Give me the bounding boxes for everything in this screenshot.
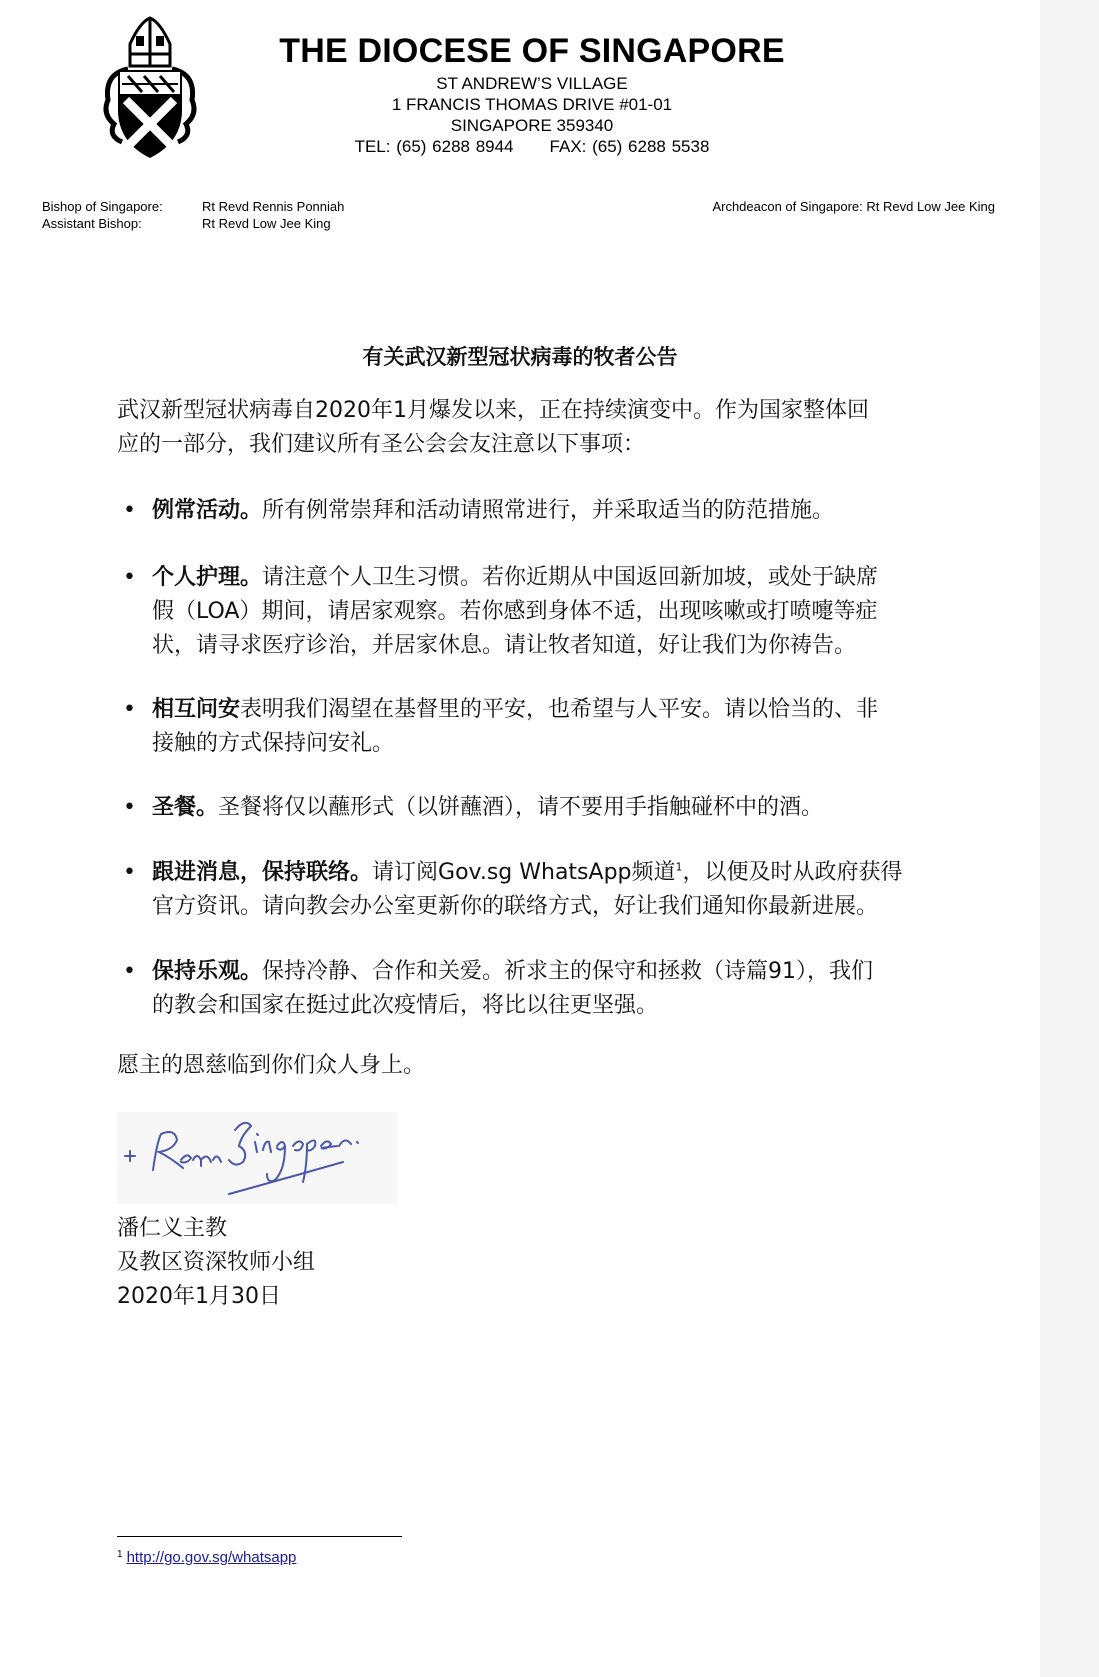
address-line-1: ST ANDREW’S VILLAGE: [436, 74, 628, 93]
bullet-icon: •: [123, 498, 136, 523]
bullet-heading: 相互问安: [152, 697, 241, 722]
telephone: TEL: (65) 6288 8944: [354, 137, 514, 156]
bullet-icon: •: [123, 697, 136, 722]
bullet-text: 接触的方式保持问安礼。: [152, 731, 395, 756]
diocese-crest-logo: [100, 14, 200, 164]
bullet-heading: 保持乐观。: [152, 959, 263, 984]
letter-date: 2020年1月30日: [117, 1284, 281, 1309]
intro-line: 应的一部分，我们建议所有圣公会会友注意以下事项：: [117, 432, 646, 457]
bullet-icon: •: [123, 860, 136, 885]
bullet-text: 圣餐将仅以蘸形式（以饼蘸酒），请不要用手指触碰杯中的酒。: [218, 795, 824, 820]
footnote-divider: [117, 1536, 402, 1537]
signature-image: [117, 1112, 397, 1204]
bullet-text: 状，请寻求医疗诊治，并居家休息。请让牧者知道，好让我们为你祷告。: [152, 633, 857, 658]
handwritten-signature: [117, 1112, 397, 1204]
bullet-icon: •: [123, 565, 136, 590]
bishop-name: Rt Revd Rennis Ponniah: [202, 199, 345, 214]
bullet-text: ，以便及时从政府获得: [682, 860, 903, 885]
bullet-text: 表明我们渴望在基督里的平安，也希望与人平安。请以恰当的、非: [240, 697, 879, 722]
archdeacon: Archdeacon of Singapore: Rt Revd Low Jee King: [712, 199, 995, 214]
bullet-heading: 个人护理。: [152, 565, 263, 590]
address-line-2: 1 FRANCIS THOMAS DRIVE #01-01: [391, 95, 673, 114]
signer-group: 及教区资深牧师小组: [117, 1250, 316, 1275]
bullet-icon: •: [123, 959, 136, 984]
bullet-text: 所有例常崇拜和活动请照常进行，并采取适当的防范措施。: [262, 498, 835, 523]
bullet-text: 请订阅Gov.sg WhatsApp频道: [372, 860, 676, 885]
bullet-text: 官方资讯。请向教会办公室更新你的联络方式，好让我们通知你最新进展。: [152, 894, 879, 919]
bullet-icon: •: [123, 795, 136, 820]
bullet-text: 的教会和国家在挺过此次疫情后，将比以往更坚强。: [152, 993, 659, 1018]
footnote: [117, 1549, 296, 1566]
bullet-heading: 跟进消息，保持联络。: [152, 860, 373, 885]
footnote-mark: 1: [117, 1549, 123, 1560]
assistant-bishop-label: Assistant Bishop:: [42, 216, 142, 231]
bullet-text: 请注意个人卫生习惯。若你近期从中国返回新加坡，或处于缺席: [262, 565, 879, 590]
bullet-text: 保持冷静、合作和关爱。祈求主的保守和拯救（诗篇91），我们: [262, 959, 874, 984]
footnote-reference[interactable]: 1: [675, 860, 683, 874]
page-margin: [1040, 0, 1099, 1677]
contact-numbers: [232, 137, 832, 157]
intro-line: 武汉新型冠状病毒自2020年1月爆发以来，正在持续演变中。作为国家整体回: [117, 398, 869, 423]
diocese-name: THE DIOCESE OF SINGAPORE: [279, 32, 785, 70]
address-line-3: SINGAPORE 359340: [450, 116, 614, 135]
bullet-text: 假（LOA）期间，请居家观察。若你感到身体不适，出现咳嗽或打喷嚏等症: [152, 599, 878, 624]
letter-title: 有关武汉新型冠状病毒的牧者公告: [362, 345, 678, 369]
bullet-heading: 例常活动。: [152, 498, 263, 523]
fax: FAX: (65) 6288 5538: [549, 137, 710, 156]
assistant-bishop-name: Rt Revd Low Jee King: [202, 216, 331, 231]
bullet-heading: 圣餐。: [152, 795, 219, 820]
closing-blessing: 愿主的恩慈临到你们众人身上。: [117, 1053, 426, 1078]
signer-name: 潘仁义主教: [117, 1216, 228, 1241]
whatsapp-channel-link[interactable]: http://go.gov.sg/whatsapp: [126, 1549, 297, 1566]
intro-paragraph: [117, 394, 967, 462]
bishop-label: Bishop of Singapore:: [42, 199, 163, 214]
